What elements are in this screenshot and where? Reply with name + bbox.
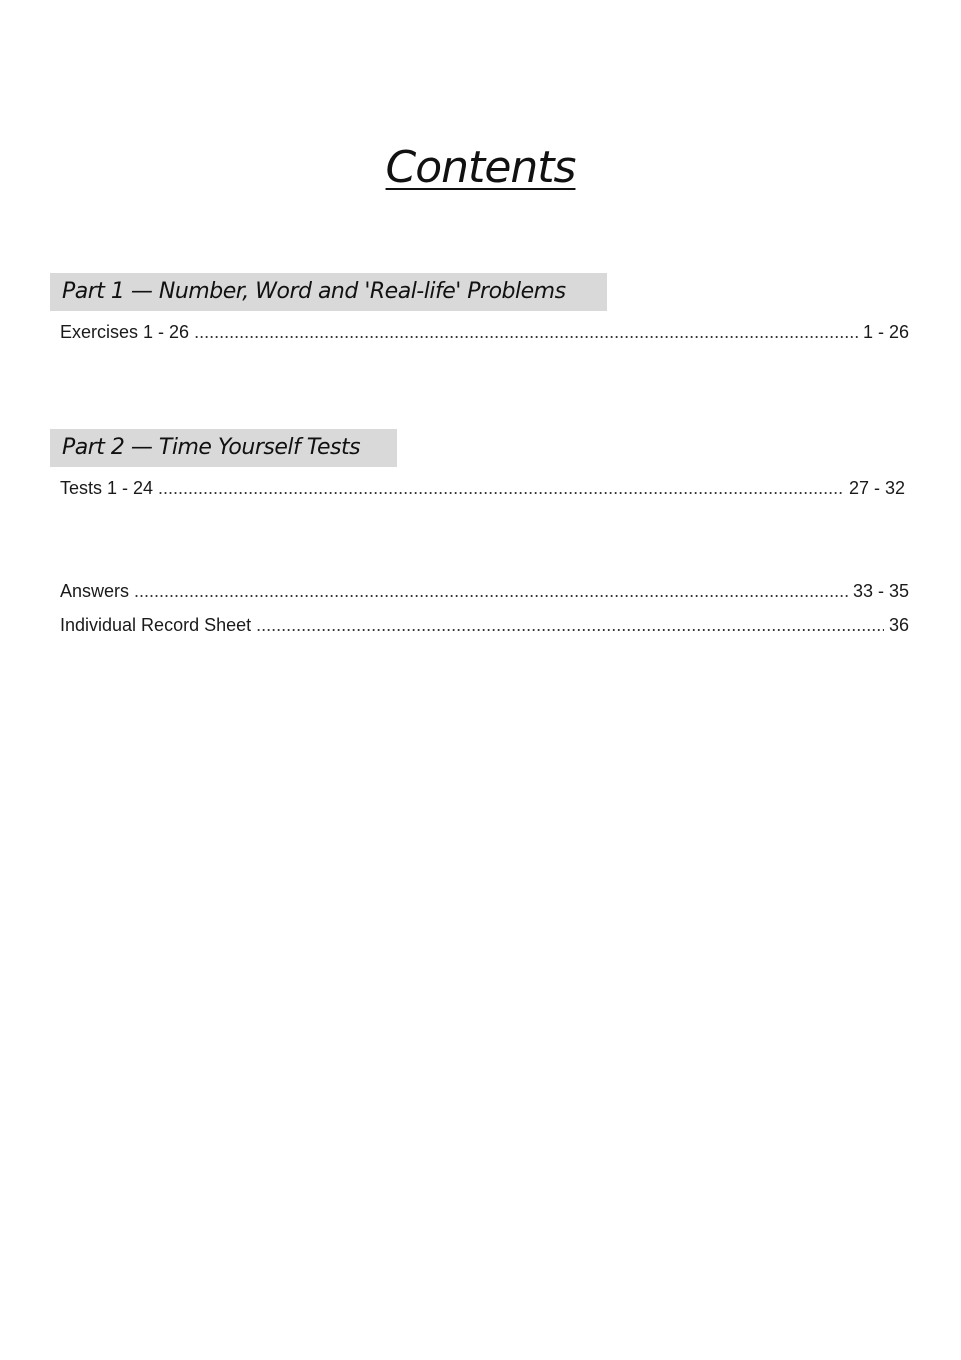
toc-entry-pages: 1 - 26	[862, 322, 909, 342]
toc-entry-label: Exercises 1 - 26	[60, 322, 190, 342]
toc-entry-pages: 27 - 32	[848, 478, 905, 498]
toc-entry-label: Answers	[60, 581, 130, 601]
dot-leader	[194, 322, 858, 343]
toc-entry-label: Individual Record Sheet	[60, 615, 252, 635]
toc-entry-exercises[interactable]	[60, 322, 909, 343]
toc-entry-pages: 33 - 35	[852, 581, 909, 601]
toc-entry-tests[interactable]	[60, 478, 905, 499]
toc-entry-label: Tests 1 - 24	[60, 478, 154, 498]
toc-entry-pages: 36	[888, 615, 909, 635]
page-title-text: Contents	[385, 142, 576, 193]
dot-leader	[256, 615, 884, 636]
toc-entry-answers[interactable]	[60, 581, 909, 602]
section-heading-part-2: Part 2 — Time Yourself Tests	[50, 429, 397, 467]
page-title	[0, 142, 961, 193]
toc-entry-record-sheet[interactable]	[60, 615, 909, 636]
dot-leader	[158, 478, 844, 499]
section-heading-part-1: Part 1 — Number, Word and 'Real-life' Problems	[50, 273, 607, 311]
dot-leader	[134, 581, 848, 602]
